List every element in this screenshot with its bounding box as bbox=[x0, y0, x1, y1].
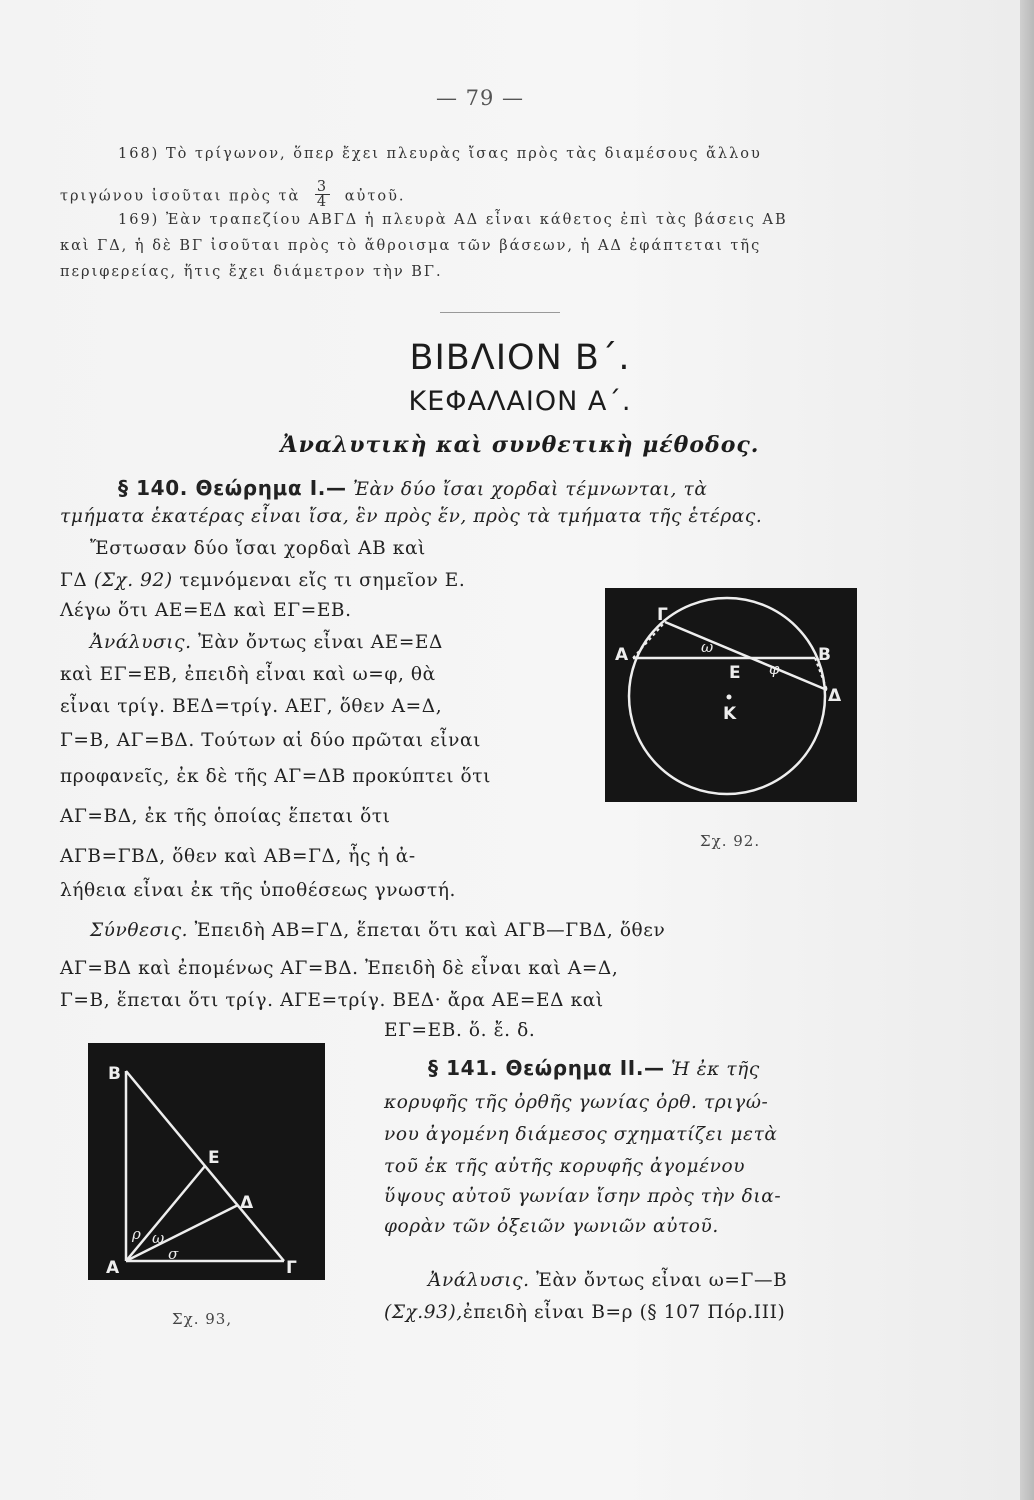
label-epsilon: Ε bbox=[729, 663, 741, 683]
analysis-text-2: Ἐὰν ὄντως εἶναι ω=Γ—Β bbox=[536, 1270, 788, 1291]
section-subtitle: Ἀναλυτικὴ καὶ συνθετικὴ μέθοδος. bbox=[280, 432, 760, 458]
theorem1-line-9: ΑΓ=ΒΔ, ἐκ τῆς ὁποίας ἕπεται ὅτι bbox=[60, 806, 391, 827]
label-beta: Β bbox=[818, 645, 831, 665]
exercise-168-text: τριγώνου ἰσοῦται πρὸς τὰ bbox=[60, 188, 301, 205]
label-sigma: σ bbox=[168, 1245, 179, 1263]
theorem1-line-6: εἶναι τρίγ. ΒΕΔ=τρίγ. ΑΕΓ, ὅθεν Α=Δ, bbox=[60, 696, 443, 717]
synthesis-line-1 bbox=[90, 920, 665, 941]
label-delta: Δ bbox=[828, 686, 842, 706]
fraction-numerator: 3 bbox=[316, 179, 329, 195]
theorem2-statement-2: κορυφῆς τῆς ὀρθῆς γωνίας ὀρθ. τριγώ- bbox=[384, 1092, 769, 1113]
synthesis-line-4: ΕΓ=ΕΒ. ὅ. ἔ. δ. bbox=[384, 1020, 536, 1041]
theorem2-statement-3: νου ἀγομένη διάμεσος σχηματίζει μετὰ bbox=[384, 1124, 778, 1145]
figure-ref-92: (Σχ. 92) bbox=[93, 570, 173, 591]
analysis-label: Ἀνάλυσις. bbox=[90, 632, 192, 653]
exercise-168-line1: 168) Τὸ τρίγωνον, ὅπερ ἔχει πλευρὰς ἴσας πρὸς τὰς διαμέσους ἄλλου bbox=[118, 146, 762, 162]
analysis-text: Ἐὰν ὄντως εἶναι ΑΕ=ΕΔ bbox=[198, 632, 443, 653]
theorem1-line-1: Ἔστωσαν δύο ἴσαι χορδαὶ ΑΒ καὶ bbox=[90, 538, 426, 559]
book-title: ΒΙΒΛΙΟΝ Β΄. bbox=[409, 338, 631, 378]
label-epsilon: Ε bbox=[208, 1148, 220, 1168]
label-gamma: Γ bbox=[286, 1258, 297, 1278]
theorem1-line-8: προφανεῖς, ἐκ δὲ τῆς ΑΓ=ΔΒ προκύπτει ὅτι bbox=[60, 766, 491, 787]
fraction-denominator: 4 bbox=[316, 194, 329, 210]
theorem1-heading: § 140. Θεώρημα Ι.— bbox=[118, 476, 347, 500]
fraction-three-quarters bbox=[315, 180, 330, 209]
figure-93-diagram bbox=[88, 1043, 325, 1280]
theorem2-statement-1: Ἡ ἐκ τῆς bbox=[671, 1059, 760, 1080]
theorem1-line-10: ΑΓΒ=ΓΒΔ, ὅθεν καὶ ΑΒ=ΓΔ, ἧς ἡ ἀ- bbox=[60, 846, 416, 867]
theorem1-line-4 bbox=[90, 632, 443, 653]
theorem1-statement-2: τμήματα ἑκατέρας εἶναι ἴσα, ἓν πρὸς ἕν, πρὸς τὰ τμήματα τῆς ἑτέρας. bbox=[60, 506, 763, 527]
median-ae bbox=[126, 1166, 205, 1261]
chapter-title: ΚΕΦΑΛΑΙΟΝ Α΄. bbox=[408, 386, 632, 417]
theorem1-chord: ΓΔ bbox=[60, 570, 88, 591]
label-alpha: Α bbox=[615, 645, 629, 665]
theorem1-intersect: τεμνόμεναι εἴς τι σημεῖον Ε. bbox=[179, 570, 466, 591]
label-kappa: Κ bbox=[723, 704, 737, 724]
page-edge bbox=[1020, 0, 1034, 1500]
label-beta: Β bbox=[108, 1064, 121, 1084]
exercise-169-line3: περιφερείας, ἥτις ἔχει διάμετρον τὴν ΒΓ. bbox=[60, 264, 443, 280]
analysis-label-2: Ἀνάλυσις. bbox=[428, 1270, 530, 1291]
label-alpha: Α bbox=[106, 1258, 120, 1278]
exercise-168-end: αὐτοῦ. bbox=[344, 188, 406, 205]
theorem1-line-3: Λέγω ὅτι ΑΕ=ΕΔ καὶ ΕΓ=ΕΒ. bbox=[60, 600, 352, 621]
label-phi: φ bbox=[769, 660, 780, 678]
theorem1-line-7: Γ=Β, ΑΓ=ΒΔ. Τούτων αἱ δύο πρῶται εἶναι bbox=[60, 730, 481, 751]
synthesis-label: Σύνθεσις. bbox=[90, 920, 189, 941]
label-delta: Δ bbox=[240, 1193, 254, 1213]
figure-93-caption: Σχ. 93, bbox=[172, 1310, 233, 1328]
theorem1-heading-line bbox=[118, 476, 707, 500]
synthesis-line-3: Γ=Β, ἕπεται ὅτι τρίγ. ΑΓΕ=τρίγ. ΒΕΔ· ἄρα ΑΕ=ΕΔ καὶ bbox=[60, 990, 604, 1011]
theorem2-statement-4: τοῦ ἐκ τῆς αὐτῆς κορυφῆς ἀγομένου bbox=[384, 1156, 746, 1177]
exercise-169-line1: 169) Ἐὰν τραπεζίου ΑΒΓΔ ἡ πλευρὰ ΑΔ εἶναι κάθετος ἐπὶ τὰς βάσεις ΑΒ bbox=[118, 212, 788, 228]
theorem2-analysis-2 bbox=[384, 1302, 785, 1323]
page-number: — 79 — bbox=[435, 86, 525, 110]
label-rho: ρ bbox=[132, 1225, 141, 1243]
label-gamma: Γ bbox=[657, 605, 668, 625]
theorem1-statement-1: Ἐὰν δύο ἴσαι χορδαὶ τέμνωνται, τὰ bbox=[353, 479, 708, 500]
label-omega: ω bbox=[152, 1229, 165, 1247]
altitude-ad bbox=[126, 1205, 238, 1261]
figure-ref-93: (Σχ.93), bbox=[384, 1302, 463, 1323]
section-divider bbox=[440, 312, 560, 313]
theorem2-statement-6: φορὰν τῶν ὀξειῶν γωνιῶν αὐτοῦ. bbox=[384, 1216, 719, 1237]
theorem1-line-2 bbox=[60, 570, 465, 591]
center-point bbox=[727, 695, 732, 700]
figure-92 bbox=[605, 588, 857, 802]
segment-ag bbox=[633, 622, 665, 658]
figure-93 bbox=[88, 1043, 325, 1280]
label-omega: ω bbox=[701, 638, 714, 656]
figure-92-diagram bbox=[605, 588, 857, 802]
theorem2-analysis-1 bbox=[428, 1270, 787, 1291]
theorem1-line-11: λήθεια εἶναι ἐκ τῆς ὑποθέσεως γνωστή. bbox=[60, 880, 457, 901]
exercise-168-line2 bbox=[60, 179, 406, 211]
synthesis-line-2: ΑΓ=ΒΔ καὶ ἐπομένως ΑΓ=ΒΔ. Ἐπειδὴ δὲ εἶναι καὶ Α=Δ, bbox=[60, 958, 619, 979]
theorem2-heading: § 141. Θεώρημα ΙΙ.— bbox=[428, 1056, 665, 1080]
exercise-169-line2: καὶ ΓΔ, ἡ δὲ ΒΓ ἰσοῦται πρὸς τὸ ἄθροισμα τῶν βάσεων, ἡ ΑΔ ἐφάπτεται τῆς bbox=[60, 238, 762, 254]
theorem2-statement-5: ὕψους αὐτοῦ γωνίαν ἴσην πρὸς τὴν δια- bbox=[384, 1186, 782, 1207]
theorem2-heading-line bbox=[428, 1056, 760, 1080]
figure-92-caption: Σχ. 92. bbox=[700, 832, 761, 850]
synthesis-text: Ἐπειδὴ ΑΒ=ΓΔ, ἕπεται ὅτι καὶ ΑΓΒ—ΓΒΔ, ὅθεν bbox=[194, 920, 666, 941]
theorem1-line-5: καὶ ΕΓ=ΕΒ, ἐπειδὴ εἶναι καὶ ω=φ, θὰ bbox=[60, 664, 436, 685]
analysis-reference: ἐπειδὴ εἶναι Β=ρ (§ 107 Πόρ.ΙΙΙ) bbox=[462, 1302, 786, 1323]
